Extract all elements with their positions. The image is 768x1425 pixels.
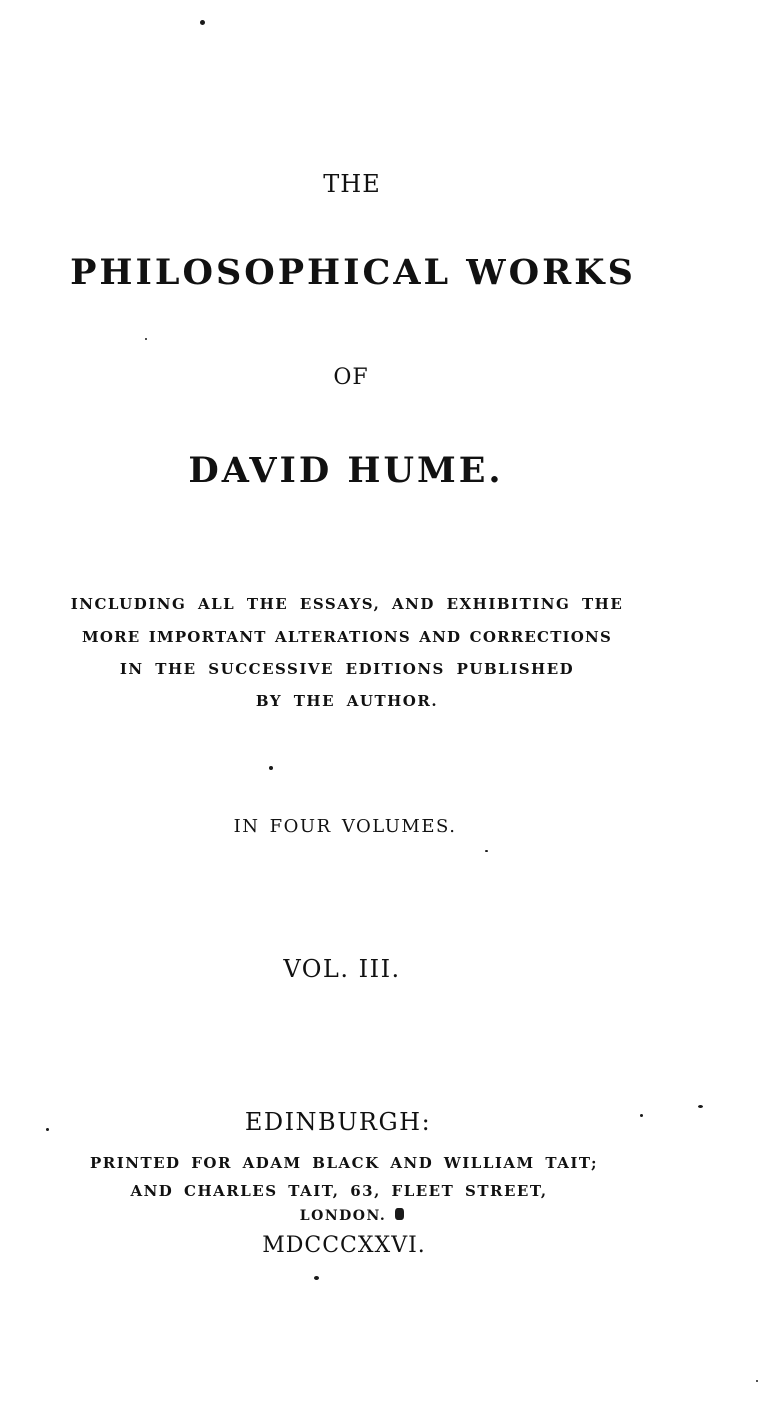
imprint-line: PRINTED FOR ADAM BLACK AND WILLIAM TAIT; bbox=[89, 1154, 599, 1172]
scan-speck bbox=[640, 1114, 643, 1117]
subtitle-line: IN THE SUCCESSIVE EDITIONS PUBLISHED bbox=[119, 660, 575, 678]
author-name: DAVID HUME. bbox=[188, 450, 504, 491]
title-connector: OF bbox=[333, 365, 369, 390]
imprint-line: AND CHARLES TAIT, 63, FLEET STREET, bbox=[130, 1182, 548, 1200]
scan-speck bbox=[145, 338, 147, 340]
scan-speck bbox=[46, 1128, 49, 1131]
scan-speck bbox=[269, 766, 273, 770]
imprint-city: EDINBURGH: bbox=[244, 1108, 432, 1136]
imprint-date: MDCCCXXVI. bbox=[262, 1233, 426, 1258]
book-title: PHILOSOPHICAL WORKS bbox=[70, 252, 636, 293]
scan-speck bbox=[756, 1380, 758, 1382]
subtitle-line: INCLUDING ALL THE ESSAYS, AND EXHIBITING THE bbox=[70, 595, 624, 613]
scan-speck bbox=[698, 1105, 703, 1108]
scan-speck bbox=[485, 850, 488, 852]
scan-speck bbox=[314, 1276, 319, 1280]
scan-speck bbox=[200, 20, 205, 25]
subtitle-line: MORE IMPORTANT ALTERATIONS AND CORRECTIONS bbox=[82, 628, 612, 646]
title-prefix: THE bbox=[323, 170, 381, 198]
imprint-line: LONDON. bbox=[299, 1208, 387, 1224]
volume-number: VOL. III. bbox=[283, 955, 401, 983]
subtitle-line: BY THE AUTHOR. bbox=[255, 692, 439, 710]
volume-count: IN FOUR VOLUMES. bbox=[233, 816, 457, 837]
scan-speck bbox=[395, 1208, 404, 1220]
